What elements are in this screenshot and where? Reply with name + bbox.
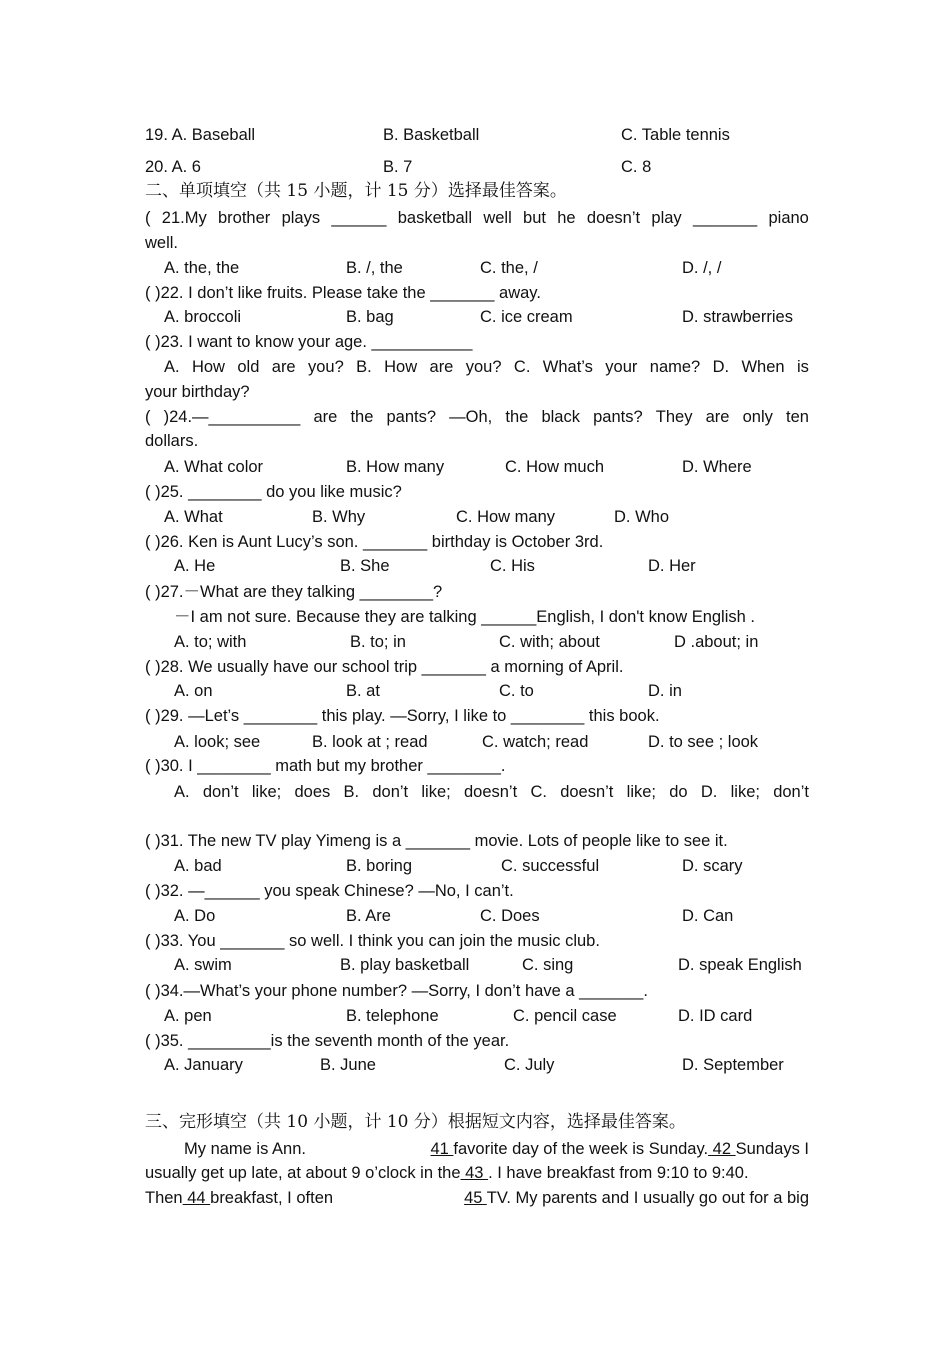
q21-option-c: C. the, / [480,259,538,277]
blank-42: 42 [708,1140,736,1158]
q24-option-d: D. Where [682,458,752,476]
q24-stem-line1: ( )24.—__________ are the pants? —Oh, the black pants? They are only ten [145,408,809,426]
passage-line1: My name is Ann. 41 favorite day of the week is Sunday. 42 Sundays I [184,1140,809,1158]
q22-option-d: D. strawberries [682,308,793,326]
q25-stem: ( )25. ________ do you like music? [145,483,402,501]
q32-option-b: B. Are [346,907,391,925]
q25-option-c: C. How many [456,508,556,526]
q22-option-c: C. ice cream [480,308,573,326]
q27-option-c: C. with; about [499,633,600,651]
q29-stem: ( )29. —Let’s ________ this play. —Sorry, I like to ________ this book. [145,707,660,725]
q28-option-d: D. in [648,682,682,700]
q26-stem: ( )26. Ken is Aunt Lucy’s son. _______ birthday is October 3rd. [145,533,604,551]
q33-option-a: A. swim [174,956,232,974]
q34-option-d: D. ID card [678,1007,753,1025]
q27-option-d: D .about; in [674,633,759,651]
q24-option-b: B. How many [346,458,445,476]
q21-stem-line1: ( 21.My brother plays ______ basketball well but he doesn’t play _______ piano [145,209,809,227]
q34-option-c: C. pencil case [513,1007,617,1025]
q31-stem: ( )31. The new TV play Yimeng is a _______ movie. Lots of people like to see it. [145,832,728,850]
q27-stem: ( )27.－What are they talking ________? [145,583,443,601]
q24-option-a: A. What color [164,458,264,476]
q31-option-a: A. bad [174,857,222,875]
q31-option-c: C. successful [501,857,600,875]
blank-44: 44 [182,1189,211,1207]
q28-option-a: A. on [174,682,213,700]
q21-option-b: B. /, the [346,259,403,277]
q24-stem-line2: dollars. [145,432,199,450]
q23-stem: ( )23. I want to know your age. ___________ [145,333,473,351]
q25-option-a: A. What [164,508,223,526]
q34-option-b: B. telephone [346,1007,439,1025]
q31-option-b: B. boring [346,857,413,875]
passage-line2: usually get up late, at about 9 o’clock in the 43 . I have breakfast from 9:10 to 9:40. [145,1164,749,1182]
q30-options: A. don’t like; does B. don’t like; doesn’t C. doesn’t like; do D. like; don’t [174,783,809,801]
q25-option-d: D. Who [614,508,670,526]
section-2-title: 二、单项填空（共 15 小题，计 15 分）选择最佳答案。 [145,181,567,201]
blank-41: 41 [430,1140,454,1158]
q27-option-b: B. to; in [350,633,406,651]
q20-option-c: C. 8 [621,158,652,176]
q29-option-d: D. to see ; look [648,733,759,751]
q26-option-a: A. He [174,557,216,575]
q24-option-c: C. How much [505,458,605,476]
q21-option-a: A. the, the [164,259,240,277]
q22-stem: ( )22. I don’t like fruits. Please take the _______ away. [145,284,541,302]
q35-option-c: C. July [504,1056,555,1074]
q35-stem: ( )35. _________is the seventh month of the year. [145,1032,510,1050]
q35-option-b: B. June [320,1056,376,1074]
q20-option-a: 20. A. 6 [145,158,201,176]
q35-option-d: D. September [682,1056,784,1074]
q32-stem: ( )32. —______ you speak Chinese? —No, I can’t. [145,882,514,900]
q19-option-b: B. Basketball [383,126,480,144]
q26-option-c: C. His [490,557,535,575]
q25-option-b: B. Why [312,508,366,526]
q21-option-d: D. /, / [682,259,722,277]
section-3-title: 三、完形填空（共 10 小题，计 10 分）根据短文内容，选择最佳答案。 [145,1112,686,1132]
q19-option-c: C. Table tennis [621,126,730,144]
q33-option-b: B. play basketball [340,956,470,974]
q33-option-d: D. speak English [678,956,802,974]
q34-option-a: A. pen [164,1007,212,1025]
q19-option-a: 19. A. Baseball [145,126,256,144]
q22-option-b: B. bag [346,308,394,326]
q29-option-a: A. look; see [174,733,261,751]
q28-stem: ( )28. We usually have our school trip _______ a morning of April. [145,658,624,676]
passage-line3: Then 44 breakfast, I often 45 TV. My parents and I usually go out for a big [145,1189,809,1207]
q26-option-b: B. She [340,557,390,575]
q21-stem-line2: well. [145,234,179,252]
q23-options-line2: your birthday? [145,383,250,401]
q20-option-b: B. 7 [383,158,413,176]
q34-stem: ( )34.—What’s your phone number? —Sorry, I don’t have a _______. [145,982,648,1000]
q33-option-c: C. sing [522,956,574,974]
q29-option-b: B. look at ; read [312,733,428,751]
blank-45: 45 [464,1189,487,1207]
q33-stem: ( )33. You _______ so well. I think you can join the music club. [145,932,600,950]
q28-option-c: C. to [499,682,534,700]
q28-option-b: B. at [346,682,380,700]
q27-stem-line2: －I am not sure. Because they are talking ______English, I don't know English . [174,608,755,626]
blank-43: 43 [460,1164,489,1182]
q32-option-c: C. Does [480,907,540,925]
q35-option-a: A. January [164,1056,243,1074]
q32-option-a: A. Do [174,907,216,925]
q27-option-a: A. to; with [174,633,247,651]
q30-stem: ( )30. I ________ math but my brother ________. [145,757,506,775]
q29-option-c: C. watch; read [482,733,589,751]
q31-option-d: D. scary [682,857,743,875]
q23-options-line1: A. How old are you? B. How are you? C. What’s your name? D. When is [164,358,809,376]
q26-option-d: D. Her [648,557,696,575]
q32-option-d: D. Can [682,907,734,925]
q22-option-a: A. broccoli [164,308,242,326]
